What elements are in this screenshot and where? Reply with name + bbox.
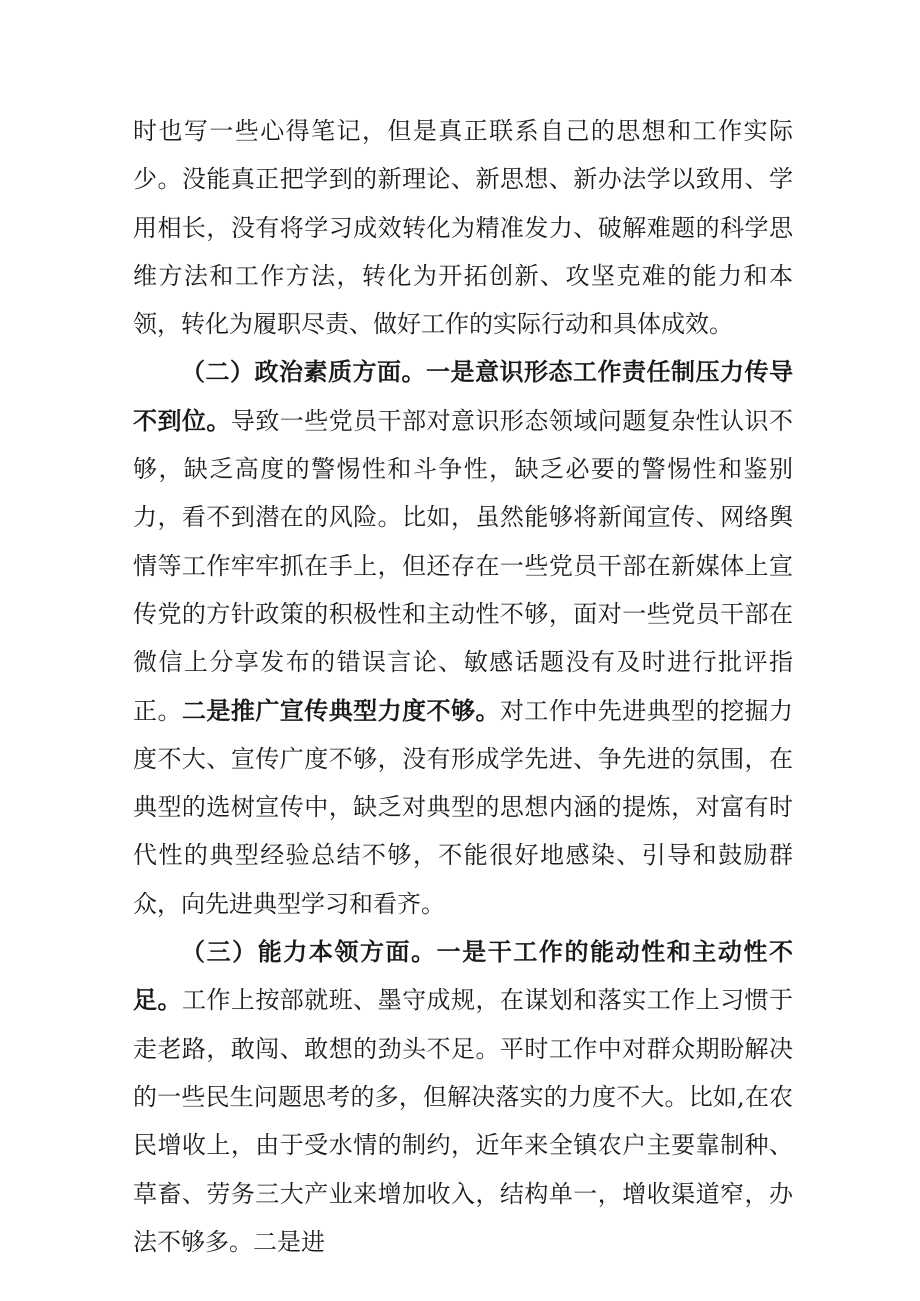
paragraph-2-subheading: 二是推广宣传典型力度不够。 [181, 695, 500, 725]
paragraph-2 [133, 348, 793, 928]
paragraph-2-text-2: 对工作中先进典型的挖掘力度不大、宣传广度不够，没有形成学先进、争先进的氛围，在典型的选树宣传中，缺乏对典型的思想内涵的提炼，对富有时代性的典型经验总结不够，不能很好地感染、引导和鼓励群众，向先进典型学习和看齐。 [133, 696, 794, 918]
paragraph-2-heading: （二）政治素质方面。一是意识形态工作责任制压力传导不到位。 [133, 357, 793, 435]
paragraph-2-text-1: 导致一些党员干部对意识形态领域问题复杂性认识不够，缺乏高度的警惕性和斗争性，缺乏必要的警惕性和鉴别力，看不到潜在的风险。比如，虽然能够将新闻宣传、网络舆情等工作牢牢抓在手上，但还存在一些党员干部在新媒体上宣传党的方针政策的积极性和主动性不够，面对一些党员干部在微信上分享发布的错误言论、敏感话题没有及时进行批评指正。 [133, 406, 794, 725]
paragraph-3-heading: （三）能力本领方面。一是干工作的能动性和主动性不足。 [133, 937, 793, 1015]
paragraph-1-text: 时也写一些心得笔记，但是真正联系自己的思想和工作实际少。没能真正把学到的新理论、新思想、新办法学以致用、学用相长，没有将学习成效转化为精准发力、破解难题的科学思维方法和工作方法，转化为开拓创新、攻坚克难的能力和本领，转化为履职尽责、做好工作的实际行动和具体成效。 [133, 117, 793, 339]
document-body [133, 107, 793, 1266]
paragraph-1 [133, 107, 793, 348]
paragraph-3 [133, 928, 793, 1266]
paragraph-3-text: 工作上按部就班、墨守成规，在谋划和落实工作上习惯于走老路，敢闯、敢想的劲头不足。平时工作中对群众期盼解决的一些民生问题思考的多，但解决落实的力度不大。比如,在农民增收上，由于受水情的制约，近年来全镇农户主要靠制种、草畜、劳务三大产业来增加收入，结构单一，增收渠道窄，办法不够多。二是进 [133, 986, 794, 1256]
